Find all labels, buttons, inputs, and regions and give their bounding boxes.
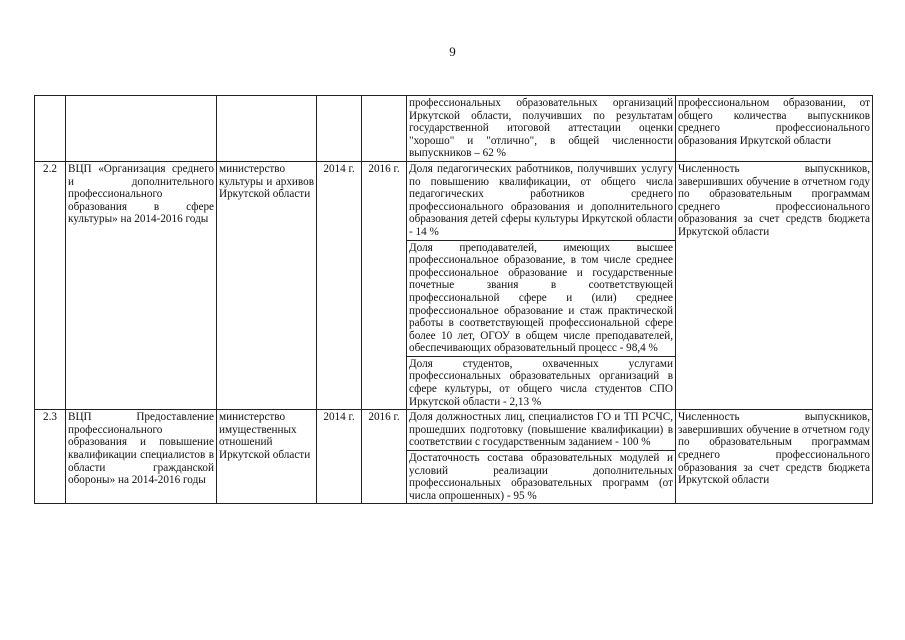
table-row bbox=[35, 161, 873, 240]
cell-num bbox=[35, 96, 66, 162]
cell-indicator: Достаточность состава образовательных модулей и условий реализации дополнительных профессиональных образовательных программ (от числа опрошенных) - 95 % bbox=[407, 451, 676, 504]
cell-year-start: 2014 г. bbox=[317, 161, 362, 409]
cell-indicator: профессиональных образовательных организаций Иркутской области, получивших по результатам государственной итоговой аттестации оценки "хорошо" и "отлично", в общей численности выпускников – 62 % bbox=[407, 96, 676, 162]
cell-result: Численность выпускников, завершивших обучение в отчетном году по образовательным программам среднего профессионального образования за счет средств бюджета Иркутской области bbox=[676, 161, 873, 409]
page-number: 9 bbox=[449, 44, 456, 59]
cell-year-end: 2016 г. bbox=[362, 410, 407, 504]
cell-year-end: 2016 г. bbox=[362, 161, 407, 409]
cell-program bbox=[66, 96, 217, 162]
cell-executor bbox=[217, 96, 317, 162]
cell-executor: министерство культуры и архивов Иркутской области bbox=[217, 161, 317, 409]
table-row-continuation bbox=[35, 96, 873, 162]
cell-program: ВЦП Предоставление профессионального образования и повышение квалификации специалистов в области гражданской обороны» на 2014-2016 годы bbox=[66, 410, 217, 504]
cell-program: ВЦП «Организация среднего и дополнительного профессионального образования в сфере культуры» на 2014-2016 годы bbox=[66, 161, 217, 409]
cell-indicator: Доля студентов, охваченных услугами профессиональных образовательных организаций в сфере культуры, от общего числа студентов СПО Иркутской области - 2,13 % bbox=[407, 356, 676, 409]
cell-executor: министерство имущественных отношений Иркутской области bbox=[217, 410, 317, 504]
cell-num: 2.3 bbox=[35, 410, 66, 504]
table-row bbox=[35, 410, 873, 451]
cell-num: 2.2 bbox=[35, 161, 66, 409]
cell-indicator: Доля должностных лиц, специалистов ГО и ТП РСЧС, прошедших подготовку (повышение квалификации) в соответствии с государственным заданием - 100 % bbox=[407, 410, 676, 451]
cell-indicator: Доля педагогических работников, получивших услугу по повышению квалификации, от общего числа педагогических работников среднего профессионального образования и дополнительного образования детей сферы культуры Иркутской области - 14 % bbox=[407, 161, 676, 240]
cell-result: Численность выпускников, завершивших обучение в отчетном году по образовательным программам среднего профессионального образования за счет средств бюджета Иркутской области bbox=[676, 410, 873, 504]
cell-year-start bbox=[317, 96, 362, 162]
cell-indicator: Доля преподавателей, имеющих высшее профессиональное образование, в том числе среднее профессиональное образование и государственные почетные звания в соответствующей профессиональной сфере и (или) среднее профессиональное образование и стаж практической работы в соответствующей профессиональной сфере более 10 лет, ОГОУ в общем числе преподавателей, обеспечивающих образовательный процесс - 98,4 % bbox=[407, 240, 676, 356]
cell-result: профессиональном образовании, от общего количества выпускников среднего профессионального образования Иркутской области bbox=[676, 96, 873, 162]
program-table bbox=[34, 95, 873, 504]
cell-year-end bbox=[362, 96, 407, 162]
cell-year-start: 2014 г. bbox=[317, 410, 362, 504]
